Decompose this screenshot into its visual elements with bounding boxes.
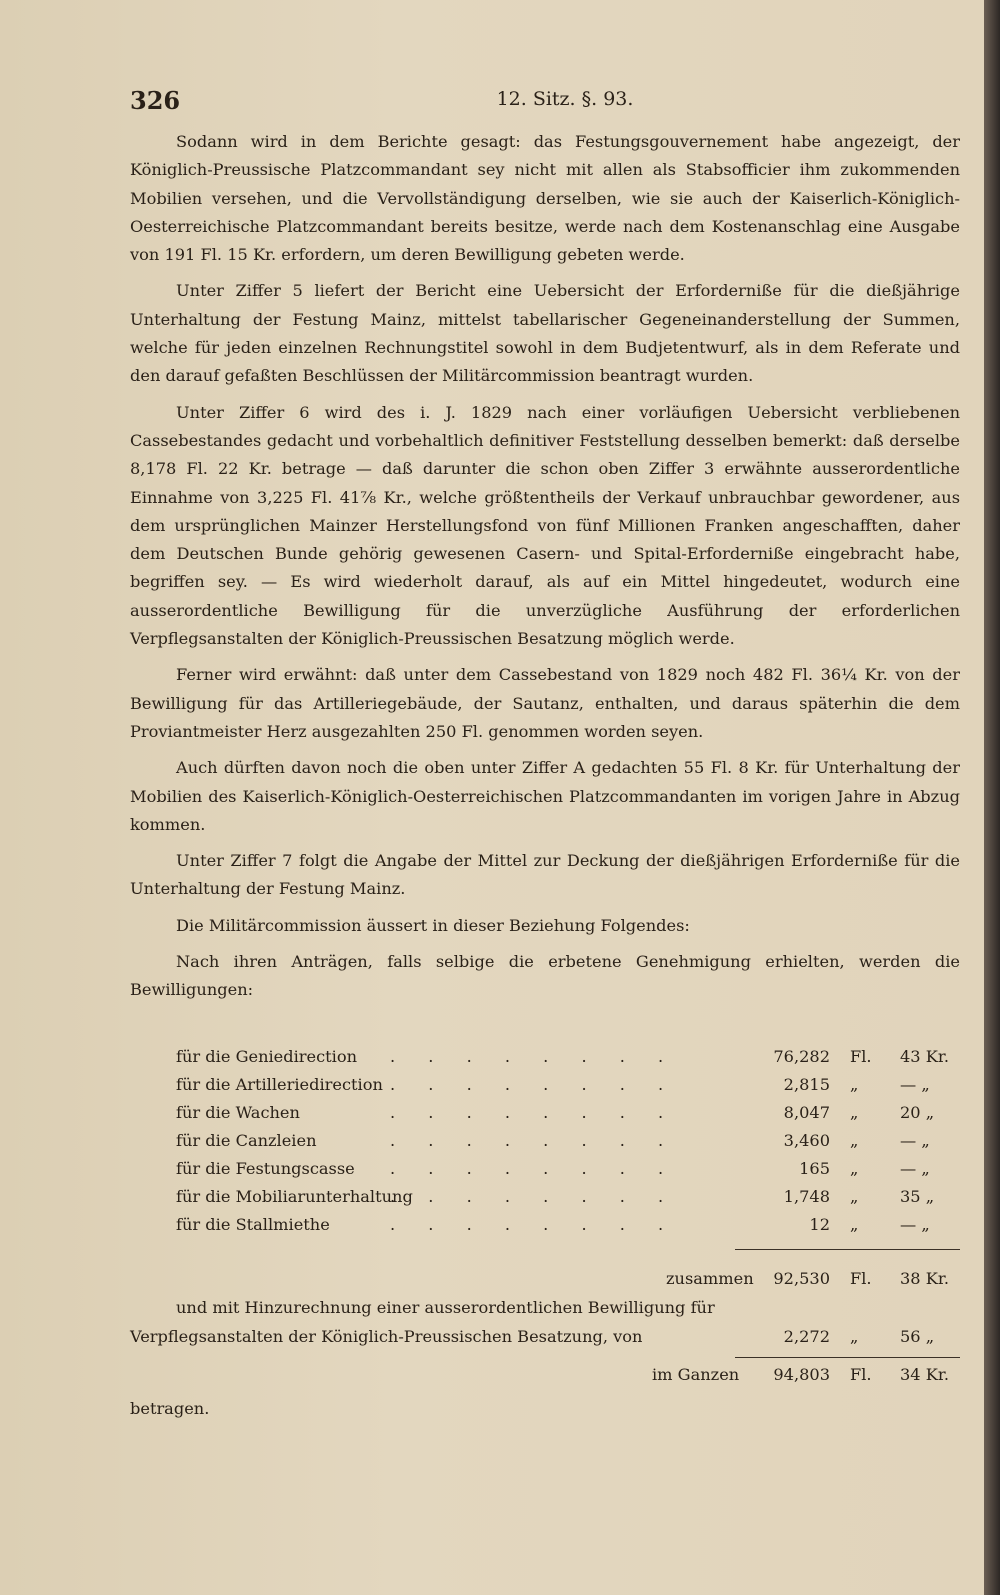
item-label: für die Wachen — [176, 1103, 300, 1122]
item-amount: 2,815 — [783, 1075, 830, 1094]
table-row — [130, 1159, 960, 1187]
item-amount: 165 — [799, 1159, 830, 1178]
paragraph: Auch dürften davon noch die oben unter Ziffer A gedachten 55 Fl. 8 Kr. für Unterhaltung der Mobilien des Kaiserlich-Königlich-Oesterreichischen Platzcommandanten im vorigen Jahre in Abzug kommen. — [130, 758, 960, 834]
total-amount: 92,530 — [773, 1269, 830, 1288]
paragraph: Unter Ziffer 5 liefert der Bericht eine Uebersicht der Erforderniße für die dießjährige Unterhaltung der Festung Mainz, mittelst tabellarischer Gegeneinanderstellung der Summen, welche für jeden einzelnen Rechnungstitel sowohl in dem Budjetentwurf, als in dem Referate und den darauf gefaßten Beschlüssen der Militärcommission beantragt wurden. — [130, 281, 960, 386]
page-number: 326 — [130, 86, 181, 115]
grand-total-row — [130, 1365, 960, 1393]
item-label: für die Festungscasse — [176, 1159, 355, 1178]
closing-word: betragen. — [130, 1399, 210, 1418]
item-currency: „ — [850, 1187, 859, 1206]
extra-line-2: Verpflegsanstalten der Königlich-Preussischen Besatzung, von — [130, 1327, 643, 1346]
leader-dots: . . . . . . . . — [390, 1187, 678, 1206]
total-row — [130, 1269, 960, 1297]
total-kreuzer: 38 Kr. — [900, 1269, 949, 1288]
grand-total-currency: Fl. — [850, 1365, 872, 1384]
sum-rule — [735, 1249, 960, 1250]
item-currency: „ — [850, 1131, 859, 1150]
item-amount: 1,748 — [783, 1187, 830, 1206]
body-text — [130, 128, 960, 1013]
grand-total-amount: 94,803 — [773, 1365, 830, 1384]
total-label: zusammen — [666, 1269, 754, 1288]
item-amount: 76,282 — [773, 1047, 830, 1066]
item-currency: „ — [850, 1159, 859, 1178]
book-edge — [984, 0, 1000, 1595]
item-kreuzer: — „ — [900, 1131, 930, 1150]
paragraph: Sodann wird in dem Berichte gesagt: das Festungsgouvernement habe angezeigt, der Königlich-Preussische Platzcommandant sey nicht mit allen als Stabsofficier ihm zukommenden Mobilien versehen, und die Vervollständigung derselben, wie sie auch der Kaiserlich-Königlich-Oesterreichische Platzcommandant bereits besitze, werde nach dem Kostenanschlag eine Ausgabe von 191 Fl. 15 Kr. erfordern, um deren Bewilligung gebeten werde. — [130, 132, 960, 265]
table-row — [130, 1047, 960, 1075]
leader-dots: . . . . . . . . — [390, 1215, 678, 1234]
item-kreuzer: — „ — [900, 1215, 930, 1234]
item-kreuzer: — „ — [900, 1075, 930, 1094]
item-amount: 8,047 — [783, 1103, 830, 1122]
item-currency: Fl. — [850, 1047, 872, 1066]
item-label: für die Geniedirection — [176, 1047, 358, 1066]
table-row — [130, 1131, 960, 1159]
page-header — [130, 86, 960, 116]
item-kreuzer: — „ — [900, 1159, 930, 1178]
item-currency: „ — [850, 1215, 859, 1234]
item-label: für die Canzleien — [176, 1131, 317, 1150]
sum-rule — [735, 1357, 960, 1358]
paragraph: Nach ihren Anträgen, falls selbige die erbetene Genehmigung erhielten, werden die Bewilligungen: — [130, 952, 960, 1000]
paragraph: Unter Ziffer 6 wird des i. J. 1829 nach einer vorläufigen Uebersicht verbliebenen Cassebestandes gedacht und vorbehaltlich definitiver Feststellung desselben bemerkt: daß derselbe 8,178 Fl. 22 Kr. betrage — daß darunter die schon oben Ziffer 3 erwähnte ausserordentliche Einnahme von 3,225 Fl. 41⅞ Kr., welche größtentheils der Verkauf unbrauchbar gewordener, aus dem ursprünglichen Mainzer Herstellungsfond von fünf Millionen Franken angeschafften, daher dem Deutschen Bunde gehörig gewesenen Casern- und Spital-Erforderniße eingebracht habe, begriffen sey. — Es wird wiederholt darauf, als auf ein Mittel hingedeutet, wodurch eine ausserordentliche Bewilligung für die unverzügliche Ausführung der erforderlichen Verpflegsanstalten der Königlich-Preussischen Besatzung möglich werde. — [130, 402, 960, 649]
leader-dots: . . . . . . . . — [390, 1159, 678, 1178]
paragraph: Die Militärcommission äussert in dieser Beziehung Folgendes: — [176, 915, 690, 935]
running-head: 12. Sitz. §. 93. — [496, 88, 634, 110]
table-row — [130, 1075, 960, 1103]
leader-dots: . . . . . . . . — [390, 1131, 678, 1150]
table-row — [130, 1187, 960, 1215]
item-label: für die Mobiliarunterhaltung — [176, 1187, 413, 1206]
total-currency: Fl. — [850, 1269, 872, 1288]
extra-amount: 2,272 — [783, 1327, 830, 1346]
grand-total-label: im Ganzen — [652, 1365, 740, 1384]
item-label: für die Stallmiethe — [176, 1215, 330, 1234]
item-kreuzer: 20 „ — [900, 1103, 935, 1122]
item-currency: „ — [850, 1103, 859, 1122]
item-label: für die Artilleriedirection — [176, 1075, 383, 1094]
leader-dots: . . . . . . . . — [390, 1075, 678, 1094]
item-kreuzer: 35 „ — [900, 1187, 935, 1206]
table-row — [130, 1215, 960, 1243]
item-kreuzer: 43 Kr. — [900, 1047, 949, 1066]
leader-dots: . . . . . . . . — [390, 1103, 678, 1122]
paragraph: Unter Ziffer 7 folgt die Angabe der Mittel zur Deckung der dießjährigen Erforderniße für die Unterhaltung der Festung Mainz. — [130, 851, 960, 899]
leader-dots: . . . . . . . . — [390, 1047, 678, 1066]
table-row — [130, 1103, 960, 1131]
item-amount: 3,460 — [783, 1131, 830, 1150]
paragraph: Ferner wird erwähnt: daß unter dem Cassebestand von 1829 noch 482 Fl. 36¼ Kr. von der Bewilligung für das Artilleriegebäude, der Sautanz, enthalten, und daraus späterhin die dem Proviantmeister Herz ausgezahlten 250 Fl. genommen worden seyen. — [130, 665, 960, 741]
item-amount: 12 — [809, 1215, 830, 1234]
extra-line-1: und mit Hinzurechnung einer ausserordentlichen Bewilligung für — [176, 1298, 715, 1317]
extra-currency: „ — [850, 1327, 859, 1346]
item-currency: „ — [850, 1075, 859, 1094]
grand-total-kreuzer: 34 Kr. — [900, 1365, 949, 1384]
extra-kreuzer: 56 „ — [900, 1327, 935, 1346]
extra-row — [130, 1327, 960, 1355]
